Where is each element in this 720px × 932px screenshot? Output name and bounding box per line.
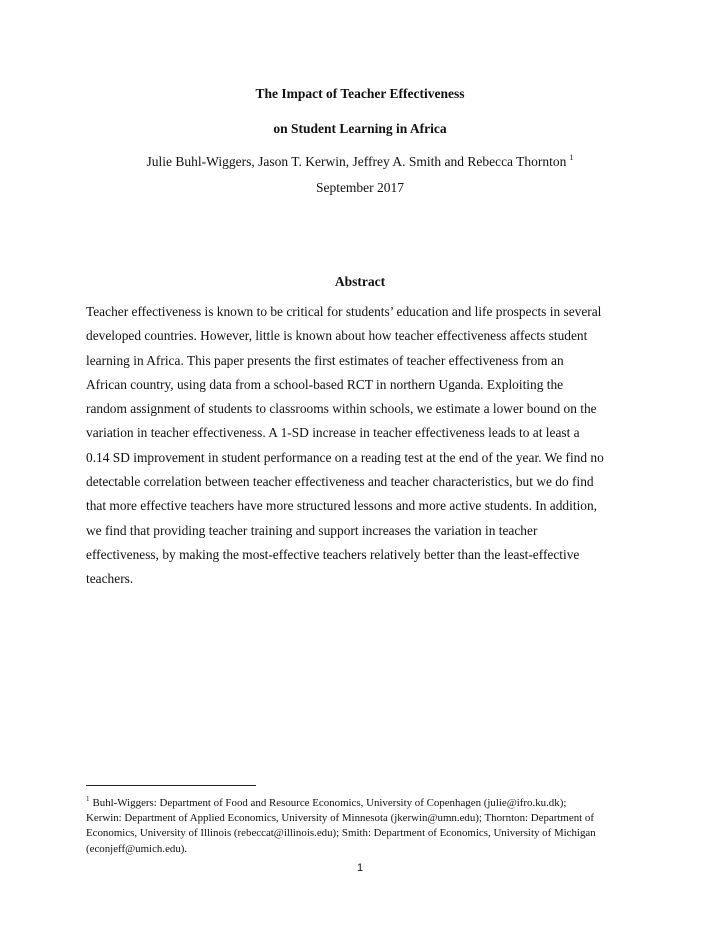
abstract-line: we find that providing teacher training and support increases the variation in teacher <box>86 522 538 538</box>
abstract-heading: Abstract <box>334 274 386 289</box>
abstract-line: developed countries. However, little is known about how teacher effectiveness affects student <box>86 328 588 344</box>
footnote-divider <box>86 785 256 786</box>
abstract-line: detectable correlation between teacher effectiveness and teacher characteristics, but we do find <box>86 474 594 490</box>
abstract-line: that more effective teachers have more structured lessons and more active students. In addition, <box>86 498 598 514</box>
footnote <box>86 792 646 857</box>
abstract-line: effectiveness, by making the most-effective teachers relatively better than the least-effective <box>86 546 580 562</box>
abstract-line: Teacher effectiveness is known to be critical for students’ education and life prospects in several <box>86 304 602 319</box>
author-footnote-marker: 1 <box>569 153 574 162</box>
abstract-line: random assignment of students to classrooms within schools, we estimate a lower bound on the <box>86 401 597 417</box>
publication-date: September 2017 <box>315 180 405 195</box>
footnote-line: Economics, University of Illinois (rebeccat@illinois.edu); Smith: Department of Economics, University of Michigan <box>86 827 596 840</box>
footnote-marker: 1 <box>86 795 90 803</box>
title-line-1: The Impact of Teacher Effectiveness <box>255 86 465 101</box>
author-names: Julie Buhl-Wiggers, Jason T. Kerwin, Jeffrey A. Smith and Rebecca Thornton <box>146 154 567 169</box>
page-number: 1 <box>356 862 364 874</box>
abstract-body <box>86 300 646 592</box>
title-line-2: on Student Learning in Africa <box>273 121 447 136</box>
footnote-line: (econjeff@umich.edu). <box>86 842 188 855</box>
author-list <box>0 153 720 170</box>
footnote-line <box>86 792 646 811</box>
abstract-line: African country, using data from a school-based RCT in northern Uganda. Exploiting the <box>86 376 564 392</box>
footnote-line-text: Buhl-Wiggers: Department of Food and Resource Economics, University of Copenhagen (julie@ifro.ku.dk); <box>92 797 567 809</box>
abstract-line: learning in Africa. This paper presents the first estimates of teacher effectiveness from an <box>86 352 564 368</box>
abstract-line: 0.14 SD improvement in student performance on a reading test at the end of the year. We find no <box>86 449 604 465</box>
abstract-line: teachers. <box>86 571 134 587</box>
abstract-line: variation in teacher effectiveness. A 1-SD increase in teacher effectiveness leads to at least a <box>86 425 580 441</box>
footnote-line: Kerwin: Department of Applied Economics, University of Minnesota (jkerwin@umn.edu); Thornton: Department of <box>86 812 594 825</box>
